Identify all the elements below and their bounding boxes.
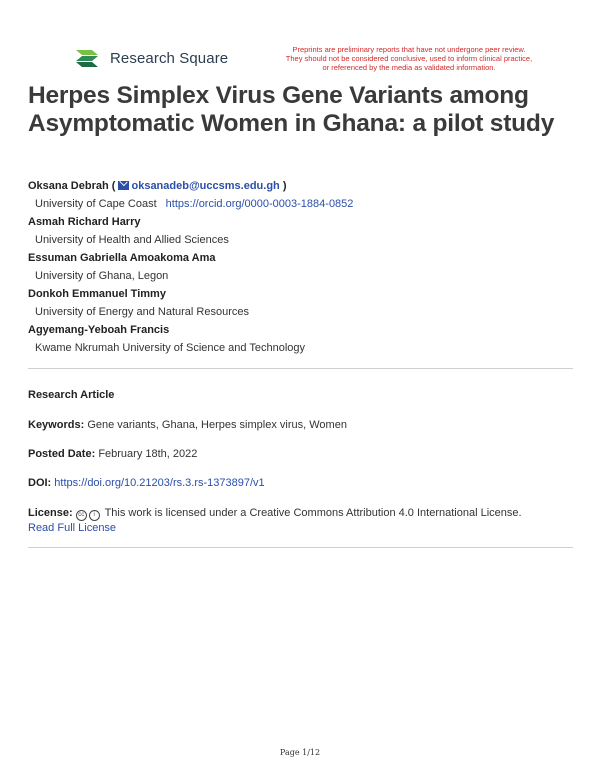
notice-line: or referenced by the media as validated information. [322,63,496,72]
doi-link[interactable]: https://doi.org/10.21203/rs.3.rs-1373897/v1 [54,477,265,489]
author-affiliation: University of Energy and Natural Resources [35,306,249,318]
license [28,506,573,536]
license-label: License: [28,507,73,519]
posted-date-label: Posted Date: [28,448,96,460]
notice-line: Preprints are preliminary reports that have not undergone peer review. [292,45,526,54]
author-name: Donkoh Emmanuel Timmy [28,288,166,300]
orcid-link[interactable]: https://orcid.org/0000-0003-1884-0852 [165,198,354,210]
keywords-label: Keywords: [28,419,85,431]
author-name-text: Oksana Debrah [28,180,109,192]
author-affiliation: University of Ghana, Legon [35,270,169,282]
author-email-link[interactable]: oksanadeb@uccsms.edu.gh [131,180,280,192]
read-full-license-link[interactable]: Read Full License [28,522,117,534]
posted-date-value: February 18th, 2022 [98,448,198,460]
envelope-icon [118,181,129,190]
brand-name: Research Square [110,49,229,67]
paper-title: Herpes Simplex Virus Gene Variants among Asymptomatic Women in Ghana: a pilot study [28,82,555,137]
keywords-value: Gene variants, Ghana, Herpes simplex virus, Women [87,419,347,431]
research-square-logo-icon [74,46,104,70]
posted-date [28,447,573,462]
keywords [28,418,573,433]
author-list [28,179,573,359]
author-affiliation: Kwame Nkrumah University of Science and Technology [35,342,306,354]
affiliation-text: University of Cape Coast [35,198,157,210]
notice-line: They should not be considered conclusive, used to inform clinical practice, [285,54,533,63]
research-square-logo[interactable] [74,46,228,70]
preprint-notice [264,45,554,72]
attribution-icon: i [89,510,100,521]
author-name: Asmah Richard Harry [28,216,141,228]
author-affiliation: University of Health and Allied Sciences [35,234,229,246]
article-type [28,388,573,403]
author-affiliation [28,197,573,215]
cc-icon: cc [76,510,87,521]
page-number: Page 1/12 [279,748,321,757]
doi [28,476,573,491]
article-type-label: Research Article [28,389,115,401]
author-name: Essuman Gabriella Amoakoma Ama [28,252,216,264]
doi-label: DOI: [28,477,52,489]
divider [28,547,573,548]
license-text: This work is licensed under a Creative Commons Attribution 4.0 International License. [104,507,522,519]
author-name: Agyemang-Yeboah Francis [28,324,170,336]
divider [28,368,573,369]
author-name: Oksana Debrah ( oksanadeb@uccsms.edu.gh ) [28,180,287,192]
